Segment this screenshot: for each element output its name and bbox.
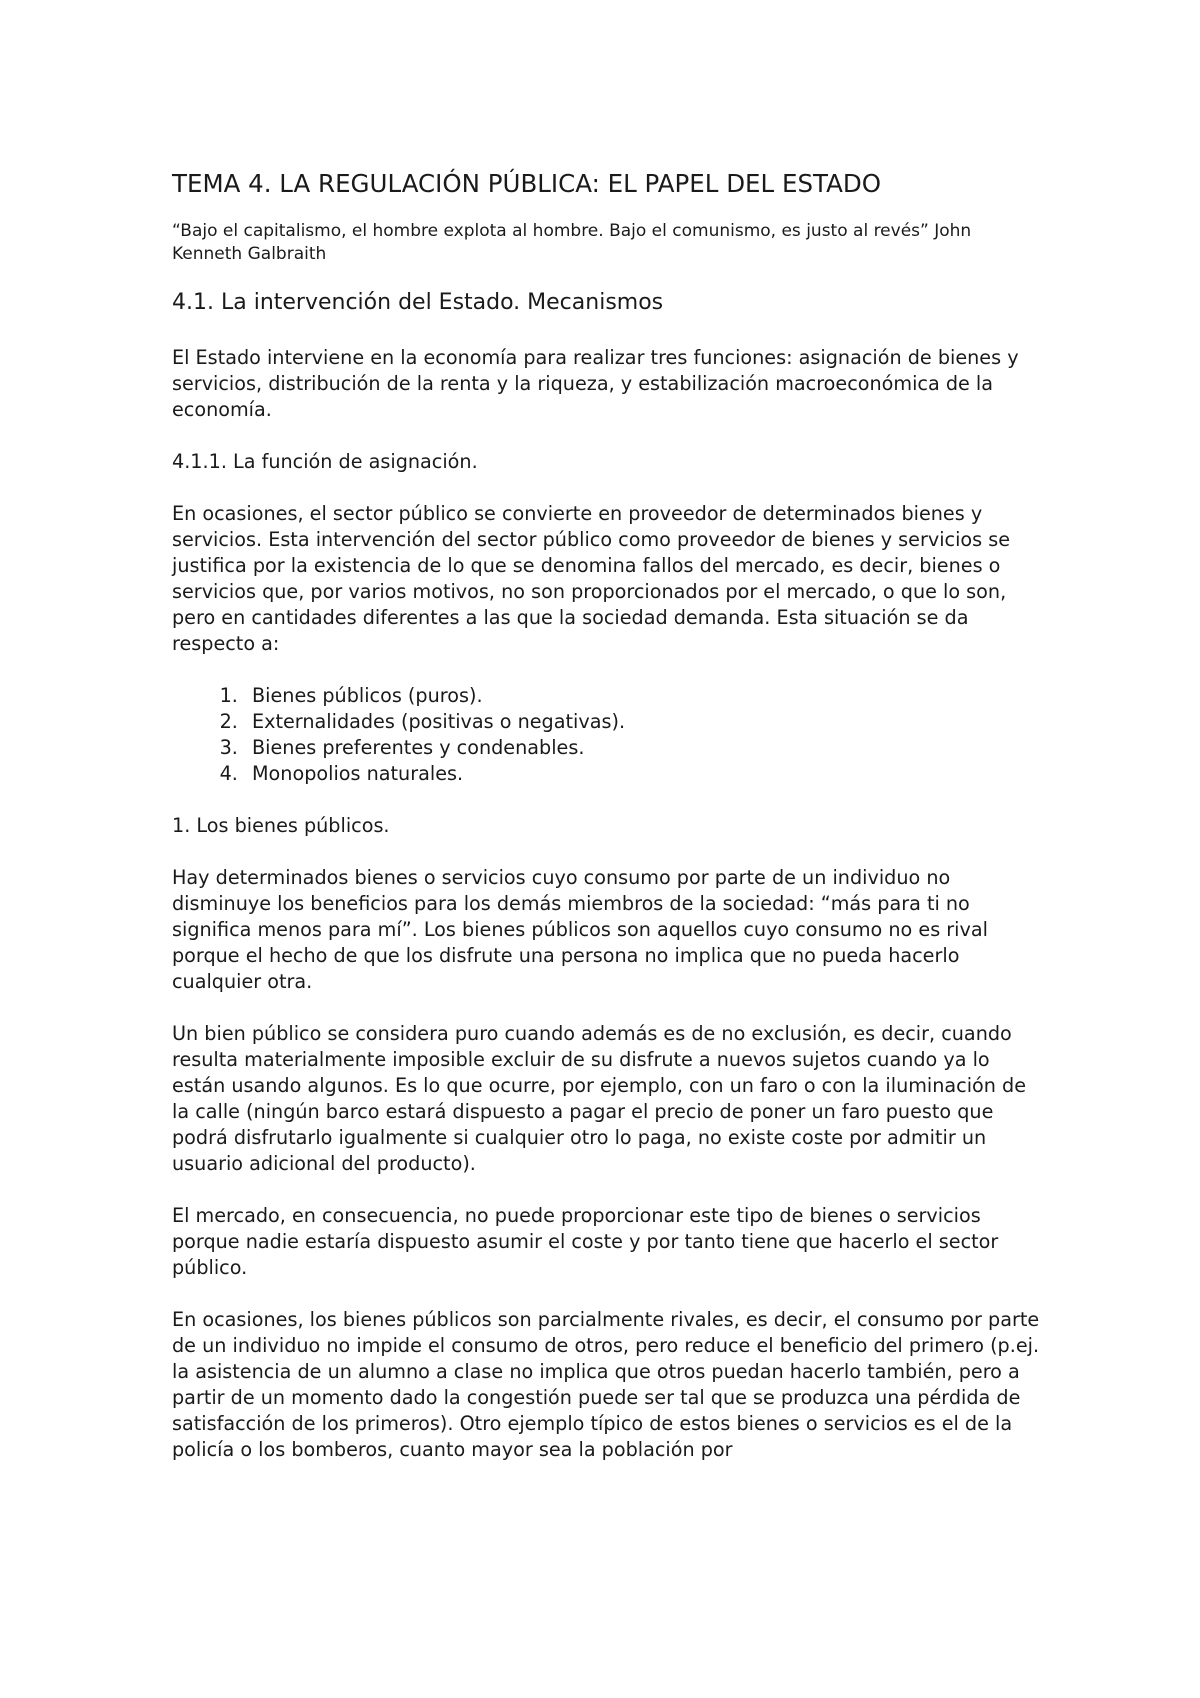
document-title: TEMA 4. LA REGULACIÓN PÚBLICA: EL PAPEL DEL ESTADO (172, 169, 881, 198)
epigraph-quote: “Bajo el capitalismo, el hombre explota al hombre. Bajo el comunismo, es justo al revés” John Kenneth Galbraith (172, 221, 972, 264)
subsection-heading: 4.1.1. La función de asignación. (172, 450, 478, 473)
list-item: 2. Externalidades (positivas o negativas). (244, 709, 1042, 735)
section-heading: 4.1. La intervención del Estado. Mecanismos (172, 290, 664, 315)
public-goods-heading: 1. Los bienes públicos. (172, 814, 390, 837)
allocation-paragraph: En ocasiones, el sector público se convierte en proveedor de determinados bienes y servicios. Esta intervención del sector público como proveedor de bienes y servicios se justifica por la existencia de lo que se denomina fallos del mercado, es decir, bienes o servicios que, por varios motivos, no son proporcionados por el mercado, o que lo son, pero en cantidades diferentes a las que la sociedad demanda. Esta situación se da respecto a: (172, 502, 1011, 655)
body-paragraph: Hay determinados bienes o servicios cuyo consumo por parte de un individuo no disminuye los beneficios para los demás miembros de la sociedad: “más para ti no significa menos para mí”. Los bienes públicos son aquellos cuyo consumo no es rival porque el hecho de que los disfrute una persona no implica que no pueda hacerlo cualquier otra. (172, 866, 988, 993)
body-paragraph: En ocasiones, los bienes públicos son parcialmente rivales, es decir, el consumo por parte de un individuo no impide el consumo de otros, pero reduce el beneficio del primero (p.ej. la asistencia de un alumno a clase no implica que otros puedan hacerlo también, pero a partir de un momento dado la congestión puede ser tal que se produzca una pérdida de satisfacción de los primeros). Otro ejemplo típico de estos bienes o servicios es el de la policía o los bomberos, cuanto mayor sea la población por (172, 1308, 1040, 1461)
list-item: 4. Monopolios naturales. (244, 761, 1042, 787)
body-paragraph: Un bien público se considera puro cuando además es de no exclusión, es decir, cuando resulta materialmente imposible excluir de su disfrute a nuevos sujetos cuando ya lo están usando algunos. Es lo que ocurre, por ejemplo, con un faro o con la iluminación de la calle (ningún barco estará dispuesto a pagar el precio de poner un faro puesto que podrá disfrutarlo igualmente si cualquier otro lo paga, no existe coste por admitir un usuario adicional del producto). (172, 1022, 1027, 1175)
list-item: 1. Bienes públicos (puros). (244, 683, 1042, 709)
market-failures-list (172, 683, 1042, 787)
body-paragraph: El mercado, en consecuencia, no puede proporcionar este tipo de bienes o servicios porque nadie estaría dispuesto asumir el coste y por tanto tiene que hacerlo el sector público. (172, 1204, 999, 1279)
document-page (172, 168, 1042, 1489)
intro-paragraph: El Estado interviene en la economía para realizar tres funciones: asignación de bienes y servicios, distribución de la renta y la riqueza, y estabilización macroeconómica de la economía. (172, 346, 1019, 421)
list-item: 3. Bienes preferentes y condenables. (244, 735, 1042, 761)
